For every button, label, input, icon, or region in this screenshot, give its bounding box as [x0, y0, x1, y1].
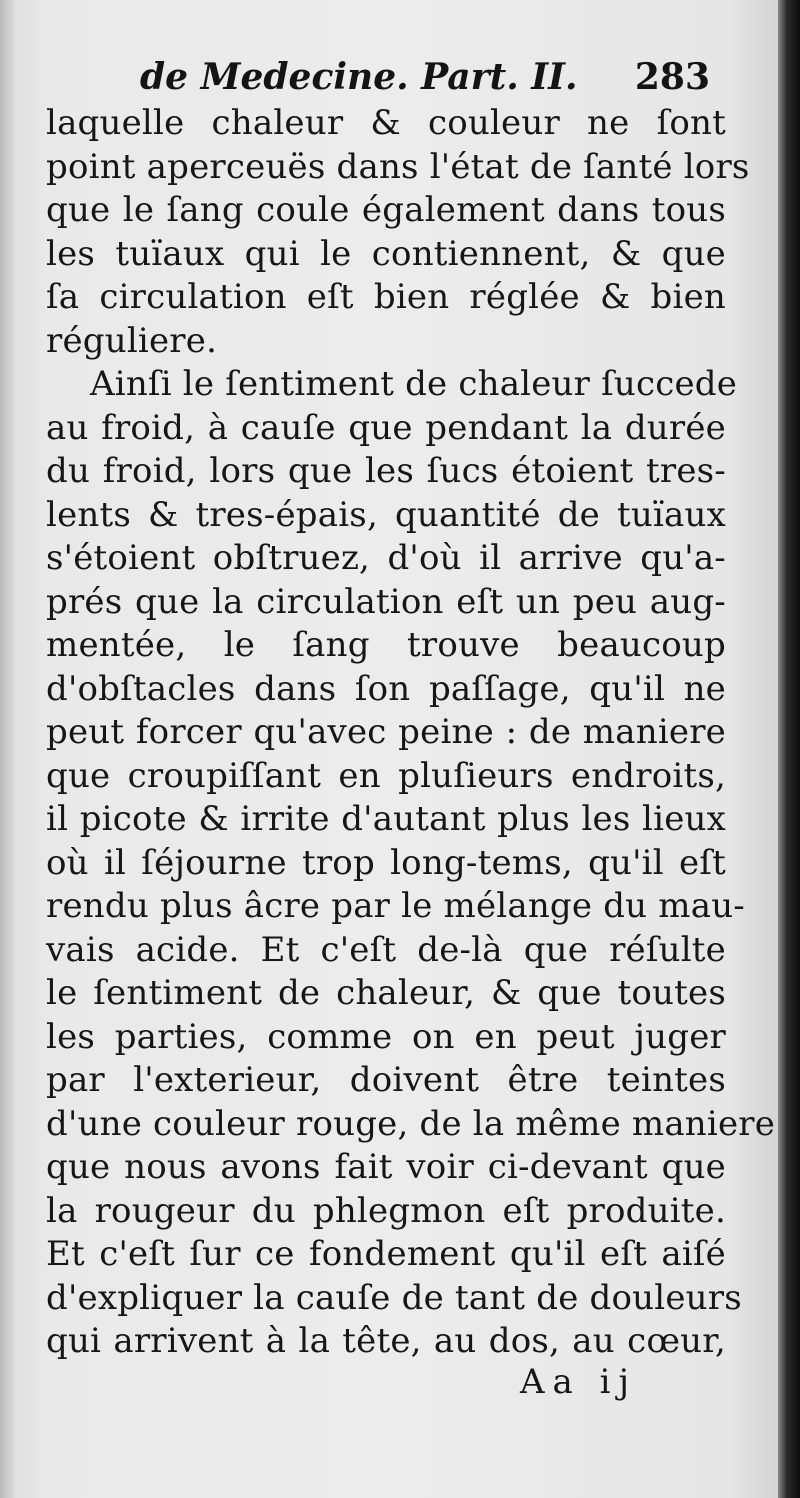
text-line: d'obſtacles dans ſon paſſage, qu'il ne: [46, 668, 726, 709]
text-line: où il ſéjourne trop long-tems, qu'il eſt: [46, 842, 726, 883]
signature-mark: Aa ij: [520, 1362, 638, 1402]
text-line: le ſentiment de chaleur, & que toutes: [46, 973, 726, 1013]
text-line: prés que la circulation eſt un peu aug-: [46, 581, 726, 622]
text-line: les tuïaux qui le contiennent, & que: [46, 233, 726, 274]
text-line: il picote & irrite d'autant plus les lieux: [46, 799, 726, 839]
text-line: les parties, comme on en peut juger: [46, 1016, 726, 1057]
page-left-margin-shadow: [0, 0, 14, 1498]
running-title: de Medecine. Part. II.: [140, 56, 578, 98]
text-line: au froid, à cauſe que pendant la durée: [46, 407, 726, 448]
text-line: d'expliquer la cauſe de tant de douleurs: [46, 1277, 742, 1318]
text-line: d'une couleur rouge, de la même maniere: [46, 1103, 776, 1144]
text-line: Et c'eſt ſur ce fondement qu'il eſt aiſé: [46, 1234, 726, 1274]
text-line: laquelle chaleur & couleur ne ſont: [46, 103, 726, 143]
text-line: rendu plus âcre par le mélange du mau-: [46, 886, 745, 926]
text-line: ſa circulation eſt bien réglée & bien: [46, 277, 726, 317]
text-line: s'étoient obſtruez, d'où il arrive qu'a-: [46, 538, 726, 578]
text-line: que nous avons fait voir ci-devant que: [46, 1147, 726, 1187]
text-line: du froid, lors que les ſucs étoient tres-: [46, 451, 726, 491]
text-line: vais acide. Et c'eſt de-là que réſulte: [46, 929, 726, 970]
text-line: point aperceuës dans l'état de ſanté lors: [46, 146, 750, 187]
page-right-edge-shadow: [778, 0, 800, 1498]
text-line: mentée, le ſang trouve beaucoup: [46, 625, 726, 665]
text-line: que croupiſſant en pluſieurs endroits,: [46, 755, 726, 796]
text-line: peut forcer qu'avec peine : de maniere: [46, 712, 726, 752]
text-line: par l'exterieur, doivent être teintes: [46, 1060, 726, 1100]
text-line: Ainſi le ſentiment de chaleur ſuccede: [90, 364, 738, 404]
text-line: lents & tres-épais, quantité de tuïaux: [46, 494, 726, 535]
running-header: [140, 52, 710, 102]
page-number: 283: [634, 56, 710, 98]
text-line: que le ſang coule également dans tous: [46, 190, 726, 230]
body-text: [46, 102, 776, 1364]
text-line: la rougeur du phlegmon eſt produite.: [46, 1190, 726, 1231]
text-line: qui arrivent à la tête, au dos, au cœur,: [46, 1321, 726, 1361]
text-line: réguliere.: [46, 320, 218, 361]
